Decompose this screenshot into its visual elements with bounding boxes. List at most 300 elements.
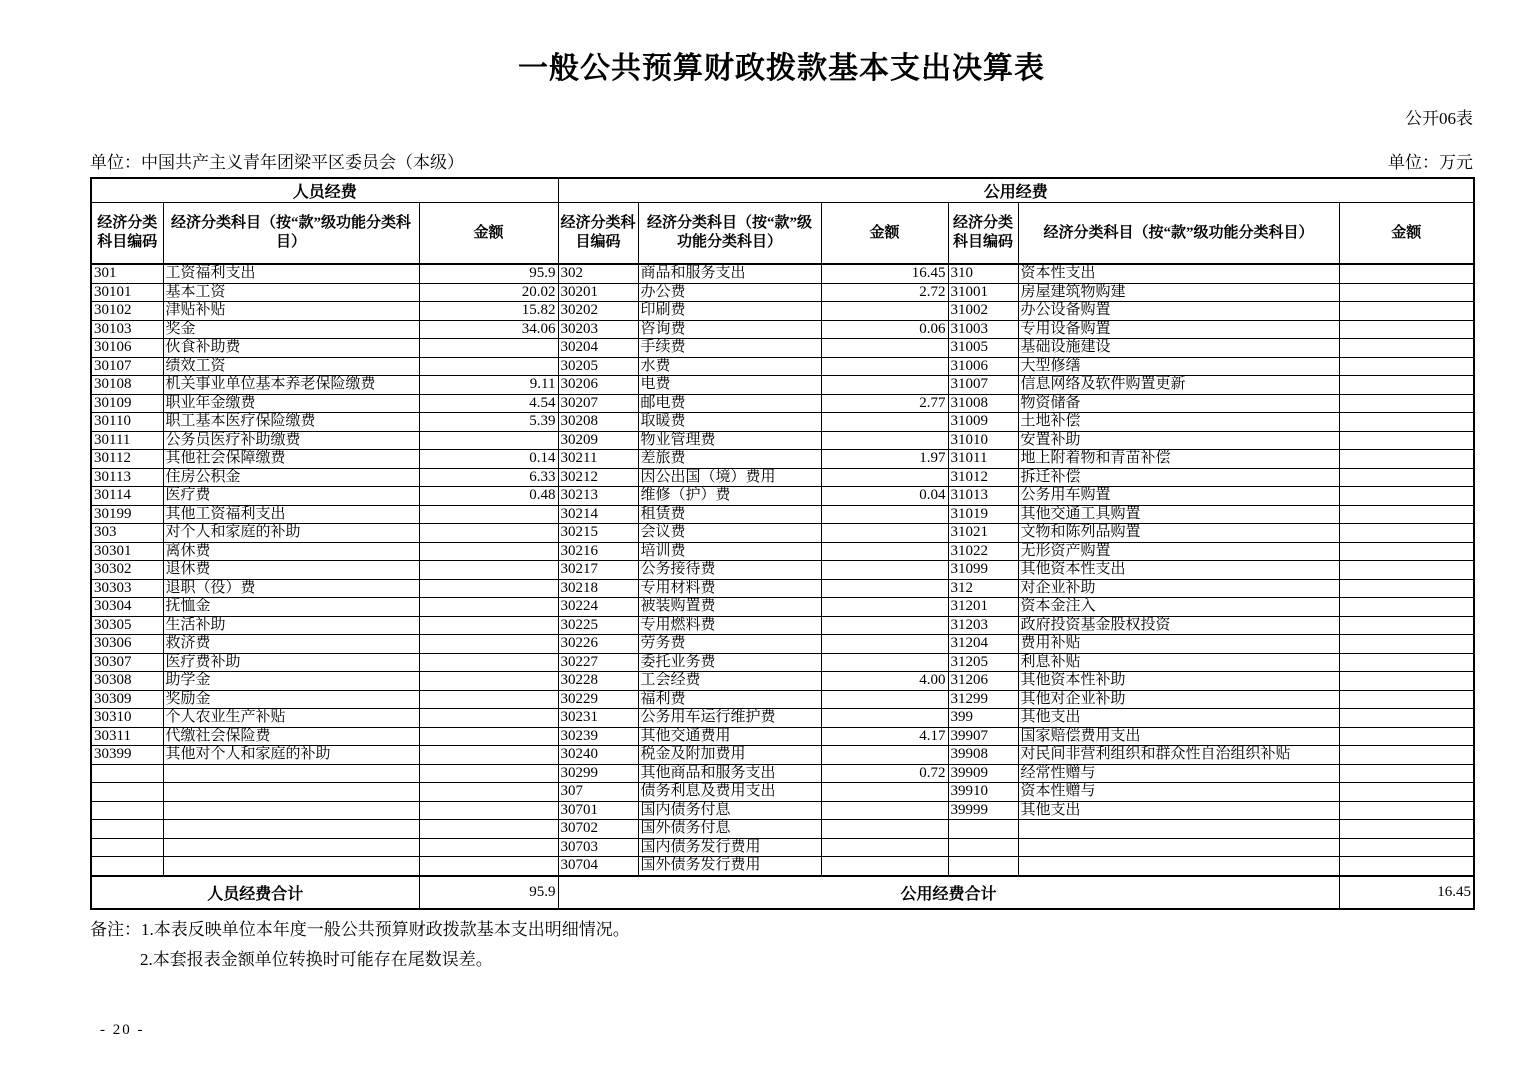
subject-cell: 税金及附加费用 <box>638 746 821 765</box>
subject-cell: 会议费 <box>638 524 821 543</box>
code-cell: 30228 <box>558 672 638 691</box>
subject-cell: 其他资本性补助 <box>1018 672 1339 691</box>
table-row <box>91 764 1474 783</box>
amount-cell <box>821 302 948 321</box>
subject-cell: 无形资产购置 <box>1018 542 1339 561</box>
amount-cell <box>419 690 558 709</box>
subject-cell: 职工基本医疗保险缴费 <box>163 413 419 432</box>
amount-cell <box>821 357 948 376</box>
code-cell: 312 <box>948 579 1018 598</box>
code-cell <box>91 857 163 876</box>
code-cell: 31021 <box>948 524 1018 543</box>
subject-cell: 对民间非营利组织和群众性自治组织补贴 <box>1018 746 1339 765</box>
subject-cell: 奖金 <box>163 320 419 339</box>
code-cell: 30299 <box>558 764 638 783</box>
table-row <box>91 302 1474 321</box>
col-header-amount: 金额 <box>419 203 558 265</box>
col-header-amount: 金额 <box>1339 203 1474 265</box>
amount-cell <box>1339 727 1474 746</box>
subject-cell: 抚恤金 <box>163 598 419 617</box>
amount-cell <box>821 746 948 765</box>
subject-cell: 其他对个人和家庭的补助 <box>163 746 419 765</box>
table-row <box>91 376 1474 395</box>
subject-cell: 利息补贴 <box>1018 653 1339 672</box>
amount-cell <box>1339 524 1474 543</box>
amount-cell <box>419 635 558 654</box>
code-cell: 30212 <box>558 468 638 487</box>
subject-cell: 代缴社会保险费 <box>163 727 419 746</box>
code-cell <box>91 801 163 820</box>
code-cell: 30301 <box>91 542 163 561</box>
code-cell: 307 <box>558 783 638 802</box>
subject-cell: 被装购置费 <box>638 598 821 617</box>
subject-cell: 租赁费 <box>638 505 821 524</box>
note-line <box>90 915 1473 945</box>
table-row <box>91 524 1474 543</box>
subject-cell: 差旅费 <box>638 450 821 469</box>
amount-cell: 4.54 <box>419 394 558 413</box>
amount-cell: 5.39 <box>419 413 558 432</box>
amount-cell <box>1339 653 1474 672</box>
table-row <box>91 357 1474 376</box>
col-header-code: 经济分类科目编码 <box>91 203 163 265</box>
note-text: 2.本套报表金额单位转换时可能存在尾数误差。 <box>140 949 493 969</box>
code-cell: 31205 <box>948 653 1018 672</box>
table-row <box>91 542 1474 561</box>
amount-cell <box>1339 394 1474 413</box>
note-label: 备注： <box>90 919 141 939</box>
subject-cell: 债务利息及费用支出 <box>638 783 821 802</box>
table-row <box>91 413 1474 432</box>
amount-cell <box>419 801 558 820</box>
code-cell: 30110 <box>91 413 163 432</box>
subject-cell: 个人农业生产补贴 <box>163 709 419 728</box>
code-cell: 31009 <box>948 413 1018 432</box>
table-row <box>91 431 1474 450</box>
subject-cell: 资本性支出 <box>1018 264 1339 283</box>
table-row <box>91 283 1474 302</box>
subject-cell: 救济费 <box>163 635 419 654</box>
amount-cell: 1.97 <box>821 450 948 469</box>
amount-cell: 0.72 <box>821 764 948 783</box>
amount-cell <box>419 339 558 358</box>
amount-cell <box>821 579 948 598</box>
amount-cell <box>821 524 948 543</box>
public-total-amount: 16.45 <box>1339 876 1474 909</box>
subject-cell: 机关事业单位基本养老保险缴费 <box>163 376 419 395</box>
amount-cell <box>1339 838 1474 857</box>
amount-cell: 34.06 <box>419 320 558 339</box>
code-cell <box>91 764 163 783</box>
subject-cell: 费用补贴 <box>1018 635 1339 654</box>
personnel-total-amount: 95.9 <box>419 876 558 909</box>
code-cell: 30202 <box>558 302 638 321</box>
subject-cell: 奖励金 <box>163 690 419 709</box>
code-cell <box>948 820 1018 839</box>
amount-cell <box>1339 690 1474 709</box>
subject-cell: 政府投资基金股权投资 <box>1018 616 1339 635</box>
code-cell: 30226 <box>558 635 638 654</box>
subject-cell <box>1018 838 1339 857</box>
subject-cell: 经常性赠与 <box>1018 764 1339 783</box>
subject-cell: 国内债务发行费用 <box>638 838 821 857</box>
amount-cell: 95.9 <box>419 264 558 283</box>
subject-cell: 物业管理费 <box>638 431 821 450</box>
amount-cell <box>821 690 948 709</box>
group-header-personnel: 人员经费 <box>91 178 558 203</box>
amount-cell <box>419 746 558 765</box>
subject-cell <box>163 764 419 783</box>
amount-cell <box>419 579 558 598</box>
amount-cell <box>821 635 948 654</box>
code-cell: 31013 <box>948 487 1018 506</box>
code-cell: 30703 <box>558 838 638 857</box>
subject-cell: 取暖费 <box>638 413 821 432</box>
amount-cell <box>821 838 948 857</box>
col-header-code: 经济分类科目编码 <box>558 203 638 265</box>
code-cell: 31008 <box>948 394 1018 413</box>
amount-cell: 0.48 <box>419 487 558 506</box>
code-cell: 30310 <box>91 709 163 728</box>
amount-cell <box>419 524 558 543</box>
subject-cell <box>163 820 419 839</box>
table-row <box>91 709 1474 728</box>
amount-cell <box>1339 598 1474 617</box>
amount-cell: 0.04 <box>821 487 948 506</box>
amount-cell <box>1339 302 1474 321</box>
amount-cell <box>1339 635 1474 654</box>
table-row <box>91 320 1474 339</box>
subject-cell: 生活补助 <box>163 616 419 635</box>
code-cell: 31201 <box>948 598 1018 617</box>
group-header-row <box>91 178 1474 203</box>
amount-cell <box>419 505 558 524</box>
code-cell: 30102 <box>91 302 163 321</box>
notes <box>90 915 1473 975</box>
subject-cell <box>163 838 419 857</box>
subject-cell: 其他交通费用 <box>638 727 821 746</box>
table-row <box>91 857 1474 876</box>
code-cell: 39907 <box>948 727 1018 746</box>
subject-cell: 退职（役）费 <box>163 579 419 598</box>
code-cell: 30240 <box>558 746 638 765</box>
table-row <box>91 487 1474 506</box>
amount-cell <box>419 709 558 728</box>
code-cell: 30101 <box>91 283 163 302</box>
col-header-subject: 经济分类科目（按“款”级功能分类科目） <box>638 203 821 265</box>
code-cell: 30207 <box>558 394 638 413</box>
subject-cell: 咨询费 <box>638 320 821 339</box>
amount-cell <box>1339 450 1474 469</box>
amount-cell <box>821 505 948 524</box>
amount-cell <box>419 783 558 802</box>
subject-cell: 国外债务付息 <box>638 820 821 839</box>
amount-cell <box>821 709 948 728</box>
amount-cell: 9.11 <box>419 376 558 395</box>
code-cell: 31019 <box>948 505 1018 524</box>
code-cell: 31206 <box>948 672 1018 691</box>
code-cell: 30107 <box>91 357 163 376</box>
table-row <box>91 783 1474 802</box>
code-cell: 30199 <box>91 505 163 524</box>
amount-cell <box>821 653 948 672</box>
table-row <box>91 468 1474 487</box>
amount-cell <box>821 820 948 839</box>
code-cell: 30309 <box>91 690 163 709</box>
unit-currency-label: 单位：万元 <box>1388 153 1473 172</box>
code-cell: 301 <box>91 264 163 283</box>
code-cell: 30304 <box>91 598 163 617</box>
code-cell: 30303 <box>91 579 163 598</box>
table-row <box>91 690 1474 709</box>
subject-cell <box>1018 857 1339 876</box>
subject-cell: 劳务费 <box>638 635 821 654</box>
subject-cell: 地上附着物和青苗补偿 <box>1018 450 1339 469</box>
subject-cell: 职业年金缴费 <box>163 394 419 413</box>
code-cell: 31022 <box>948 542 1018 561</box>
subject-cell: 福利费 <box>638 690 821 709</box>
code-cell: 31003 <box>948 320 1018 339</box>
code-cell: 303 <box>91 524 163 543</box>
code-cell: 30204 <box>558 339 638 358</box>
total-row <box>91 876 1474 909</box>
page-title: 一般公共预算财政拨款基本支出决算表 <box>518 52 1045 85</box>
code-cell: 30305 <box>91 616 163 635</box>
subject-cell: 因公出国（境）费用 <box>638 468 821 487</box>
amount-cell <box>1339 542 1474 561</box>
code-cell: 30306 <box>91 635 163 654</box>
amount-cell <box>821 561 948 580</box>
code-cell: 31007 <box>948 376 1018 395</box>
subject-cell: 公务接待费 <box>638 561 821 580</box>
code-cell: 31299 <box>948 690 1018 709</box>
subject-cell: 其他交通工具购置 <box>1018 505 1339 524</box>
subject-cell <box>163 801 419 820</box>
subject-cell: 专用设备购置 <box>1018 320 1339 339</box>
code-cell: 30216 <box>558 542 638 561</box>
amount-cell <box>821 801 948 820</box>
unit-name-label: 单位：中国共产主义青年团梁平区委员会（本级） <box>90 153 464 172</box>
table-row <box>91 264 1474 283</box>
subject-cell: 对个人和家庭的补助 <box>163 524 419 543</box>
code-cell: 39908 <box>948 746 1018 765</box>
code-cell: 30205 <box>558 357 638 376</box>
amount-cell <box>1339 431 1474 450</box>
amount-cell <box>821 376 948 395</box>
note-line <box>140 945 1473 975</box>
table-row <box>91 727 1474 746</box>
code-cell: 31012 <box>948 468 1018 487</box>
amount-cell <box>1339 764 1474 783</box>
code-cell: 30109 <box>91 394 163 413</box>
amount-cell <box>419 542 558 561</box>
table-row <box>91 801 1474 820</box>
subject-cell: 维修（护）费 <box>638 487 821 506</box>
amount-cell: 15.82 <box>419 302 558 321</box>
subject-cell: 住房公积金 <box>163 468 419 487</box>
amount-cell <box>1339 487 1474 506</box>
code-cell: 30225 <box>558 616 638 635</box>
amount-cell <box>821 857 948 876</box>
amount-cell <box>419 598 558 617</box>
amount-cell <box>1339 561 1474 580</box>
code-cell <box>91 838 163 857</box>
amount-cell: 4.00 <box>821 672 948 691</box>
subject-cell: 专用燃料费 <box>638 616 821 635</box>
subject-cell: 国外债务发行费用 <box>638 857 821 876</box>
code-cell: 30224 <box>558 598 638 617</box>
table-row <box>91 746 1474 765</box>
document-sheet <box>90 0 1473 975</box>
table-row <box>91 450 1474 469</box>
code-cell: 31203 <box>948 616 1018 635</box>
code-cell: 30701 <box>558 801 638 820</box>
table-row <box>91 598 1474 617</box>
code-cell: 30211 <box>558 450 638 469</box>
amount-cell: 6.33 <box>419 468 558 487</box>
code-cell: 30217 <box>558 561 638 580</box>
subject-cell: 其他资本性支出 <box>1018 561 1339 580</box>
subject-cell: 水费 <box>638 357 821 376</box>
subject-cell: 土地补偿 <box>1018 413 1339 432</box>
amount-cell <box>419 727 558 746</box>
amount-cell <box>1339 264 1474 283</box>
subject-cell: 其他支出 <box>1018 801 1339 820</box>
subject-cell: 医疗费 <box>163 487 419 506</box>
code-cell: 30106 <box>91 339 163 358</box>
amount-cell <box>1339 283 1474 302</box>
subject-cell: 国家赔偿费用支出 <box>1018 727 1339 746</box>
column-header-row <box>91 203 1474 265</box>
amount-cell: 0.06 <box>821 320 948 339</box>
subject-cell: 退休费 <box>163 561 419 580</box>
subject-cell: 办公设备购置 <box>1018 302 1339 321</box>
table-row <box>91 838 1474 857</box>
code-cell: 31099 <box>948 561 1018 580</box>
code-cell: 30209 <box>558 431 638 450</box>
table-row <box>91 339 1474 358</box>
amount-cell <box>1339 320 1474 339</box>
page-number: - 20 - <box>100 1022 145 1038</box>
table-row <box>91 635 1474 654</box>
code-cell: 310 <box>948 264 1018 283</box>
subject-cell: 国内债务付息 <box>638 801 821 820</box>
expense-table <box>90 177 1475 910</box>
amount-cell <box>821 431 948 450</box>
subject-cell: 其他对企业补助 <box>1018 690 1339 709</box>
amount-cell <box>419 357 558 376</box>
code-cell: 39909 <box>948 764 1018 783</box>
subject-cell: 委托业务费 <box>638 653 821 672</box>
amount-cell <box>419 616 558 635</box>
subject-cell: 助学金 <box>163 672 419 691</box>
amount-cell <box>1339 783 1474 802</box>
subject-cell: 印刷费 <box>638 302 821 321</box>
subject-cell: 安置补助 <box>1018 431 1339 450</box>
amount-cell <box>1339 413 1474 432</box>
code-cell: 302 <box>558 264 638 283</box>
subject-cell: 基础设施建设 <box>1018 339 1339 358</box>
amount-cell <box>821 542 948 561</box>
amount-cell <box>821 616 948 635</box>
subject-cell: 其他商品和服务支出 <box>638 764 821 783</box>
amount-cell <box>419 672 558 691</box>
code-cell: 31010 <box>948 431 1018 450</box>
code-cell: 30307 <box>91 653 163 672</box>
code-cell: 39910 <box>948 783 1018 802</box>
amount-cell <box>1339 579 1474 598</box>
code-cell: 30113 <box>91 468 163 487</box>
amount-cell <box>1339 857 1474 876</box>
subject-cell: 伙食补助费 <box>163 339 419 358</box>
code-cell: 30231 <box>558 709 638 728</box>
subject-cell: 手续费 <box>638 339 821 358</box>
col-header-code: 经济分类科目编码 <box>948 203 1018 265</box>
subject-cell: 其他工资福利支出 <box>163 505 419 524</box>
code-cell: 30399 <box>91 746 163 765</box>
amount-cell <box>1339 672 1474 691</box>
table-row <box>91 820 1474 839</box>
subject-cell: 公务用车购置 <box>1018 487 1339 506</box>
code-cell: 31005 <box>948 339 1018 358</box>
subject-cell: 商品和服务支出 <box>638 264 821 283</box>
subject-cell: 基本工资 <box>163 283 419 302</box>
subject-cell: 其他支出 <box>1018 709 1339 728</box>
code-cell <box>91 783 163 802</box>
amount-cell: 4.17 <box>821 727 948 746</box>
subject-cell: 资本金注入 <box>1018 598 1339 617</box>
col-header-amount: 金额 <box>821 203 948 265</box>
subject-cell: 公务员医疗补助缴费 <box>163 431 419 450</box>
code-cell: 30208 <box>558 413 638 432</box>
subject-cell <box>163 783 419 802</box>
subject-cell <box>163 857 419 876</box>
code-cell: 30239 <box>558 727 638 746</box>
subject-cell <box>1018 820 1339 839</box>
subject-cell: 对企业补助 <box>1018 579 1339 598</box>
amount-cell <box>419 561 558 580</box>
code-cell: 39999 <box>948 801 1018 820</box>
code-cell: 30229 <box>558 690 638 709</box>
subject-cell: 其他社会保障缴费 <box>163 450 419 469</box>
col-header-subject: 经济分类科目（按“款”级功能分类科目） <box>1018 203 1339 265</box>
amount-cell <box>821 783 948 802</box>
code-cell: 30704 <box>558 857 638 876</box>
code-cell: 30213 <box>558 487 638 506</box>
amount-cell: 0.14 <box>419 450 558 469</box>
table-row <box>91 653 1474 672</box>
amount-cell <box>1339 505 1474 524</box>
code-cell: 31001 <box>948 283 1018 302</box>
amount-cell <box>821 413 948 432</box>
subject-cell: 工资福利支出 <box>163 264 419 283</box>
table-row <box>91 505 1474 524</box>
subject-cell: 信息网络及软件购置更新 <box>1018 376 1339 395</box>
table-body <box>91 264 1474 876</box>
note-text: 1.本表反映单位本年度一般公共预算财政拨款基本支出明细情况。 <box>141 919 630 939</box>
subject-cell: 资本性赠与 <box>1018 783 1339 802</box>
table-row <box>91 561 1474 580</box>
code-cell: 30227 <box>558 653 638 672</box>
personnel-total-label: 人员经费合计 <box>91 876 419 909</box>
subject-cell: 邮电费 <box>638 394 821 413</box>
subject-cell: 津贴补贴 <box>163 302 419 321</box>
amount-cell <box>1339 468 1474 487</box>
code-cell: 30206 <box>558 376 638 395</box>
subject-cell: 离休费 <box>163 542 419 561</box>
code-cell: 30108 <box>91 376 163 395</box>
code-cell: 31204 <box>948 635 1018 654</box>
